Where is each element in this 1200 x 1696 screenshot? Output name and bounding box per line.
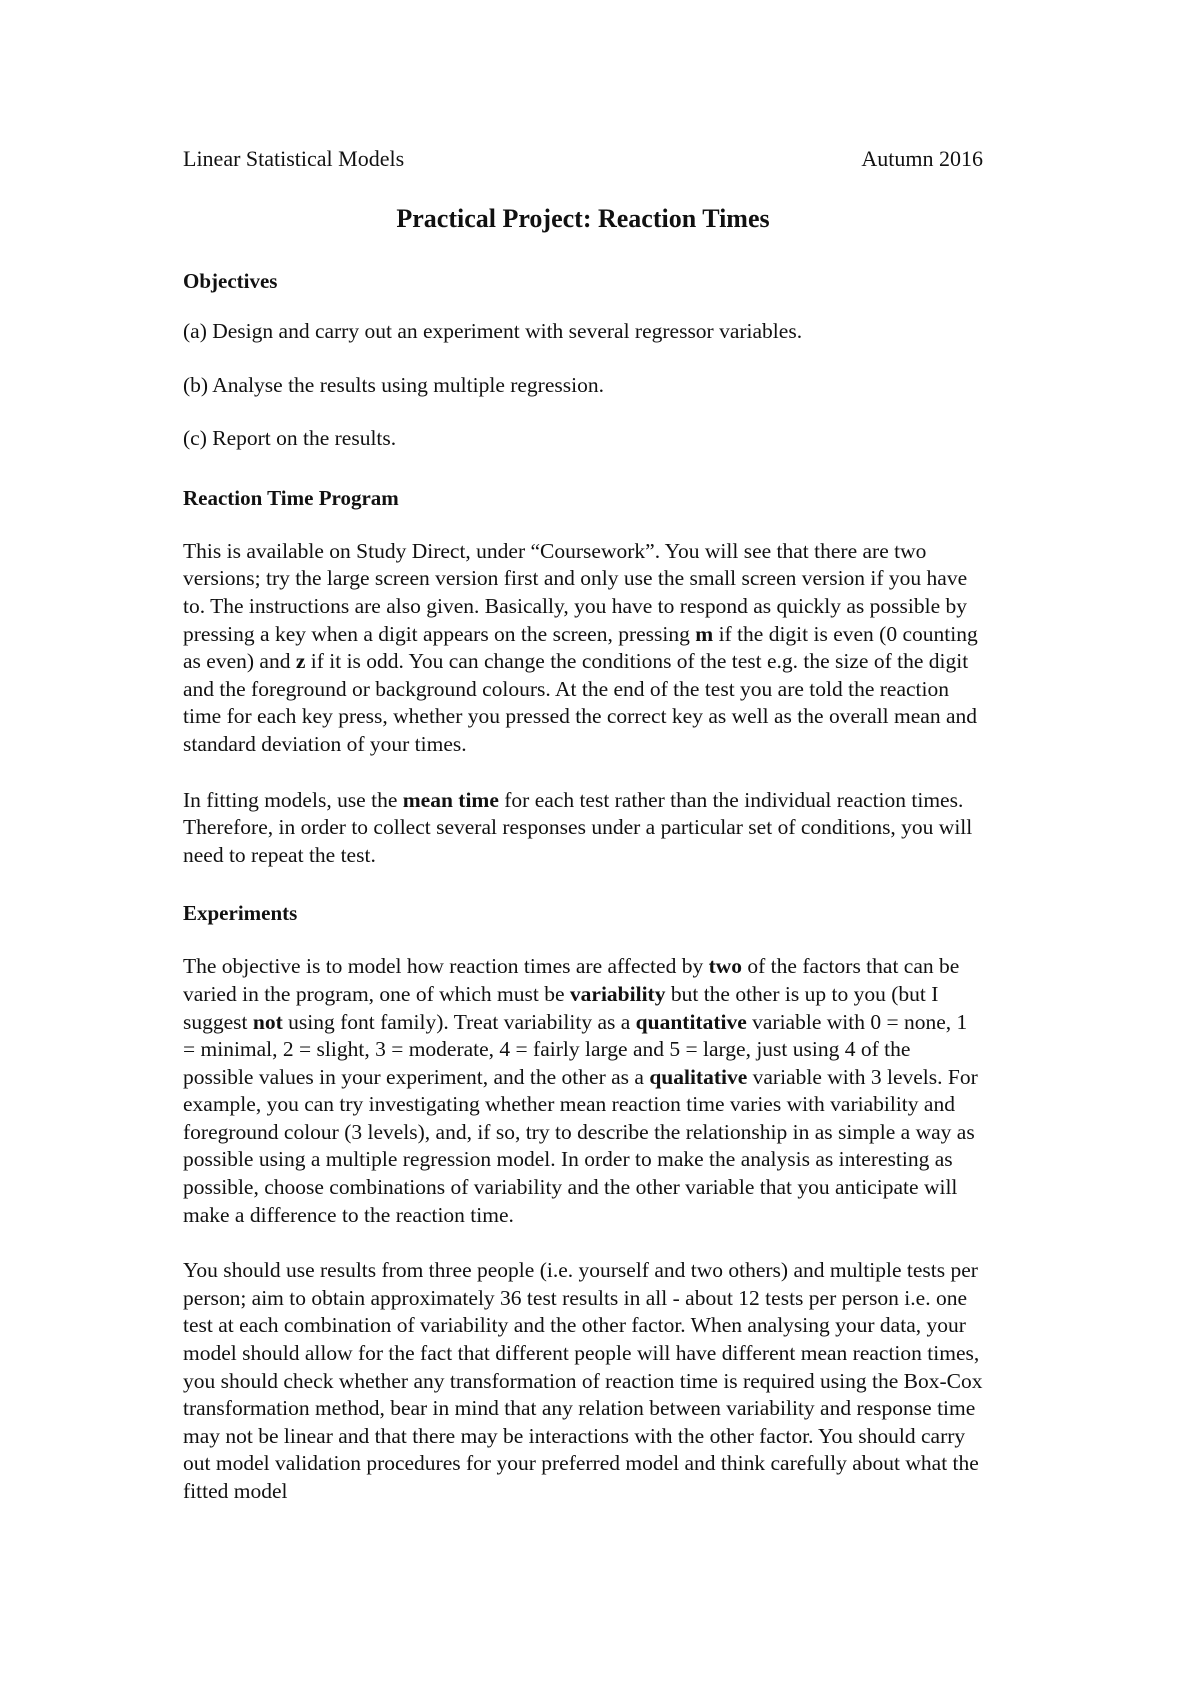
document-body [183,145,983,1506]
page-header [183,145,983,173]
emphasis-two: two [708,954,743,979]
text-run: The objective is to model how reaction times are affected by [183,954,709,979]
text-run: In fitting models, use the [183,787,403,812]
key-z: z [295,649,306,674]
objective-item: (c) Report on the results. [183,426,397,451]
objective-item: (b) Analyse the results using multiple regression. [183,372,604,397]
course-name: Linear Statistical Models [183,146,405,171]
objectives-heading: Objectives [183,269,278,293]
experiments-paragraph-2: You should use results from three people (i.e. yourself and two others) and multiple tests per person; aim to obtain approximately 36 test results in all - about 12 tests per person i.e. one test at each combination of variability and the other factor. When analysing your data, your model should allow for the fact that different people will have different mean reaction times, you should check whether any transformation of reaction time is required using the Box-Cox transformation method, bear in mind that any relation between variability and response time may not be linear and that there may be interactions with the other factor. You should carry out model validation procedures for your preferred model and think carefully about what the fitted model [183,1258,983,1503]
text-run: of the factors that can be varied in the program, one of which must be [183,954,960,1006]
program-paragraph-1 [183,538,983,759]
text-run: if it is odd. You can change the conditions of the test e.g. the size of the digit and the foreground or background colours. At the end of the test you are told the reaction time for each key press, whether you pressed the correct key as well as the overall mean and standard deviation of your times. [183,649,977,756]
experiments-paragraph-1 [183,953,983,1229]
program-heading: Reaction Time Program [183,485,399,510]
text-run: variable with 0 = none, 1 = minimal, 2 = slight, 3 = moderate, 4 = fairly large and 5 = large, just using 4 of the possible values in your experiment, and the other as a [183,1009,968,1089]
text-run: variable with 3 levels. For example, you can try investigating whether mean reaction time varies with variability and foreground colour (3 levels), and, if so, try to describe the relationship in as simple a way as possible using a multiple regression model. In order to make the analysis as interesting as possible, choose combinations of variability and the other variable that you anticipate will make a difference to the reaction time. [183,1064,978,1227]
program-paragraph-2 [183,787,983,870]
emphasis-mean-time: mean time [402,787,499,812]
document-title: Practical Project: Reaction Times [396,204,770,233]
objective-item: (a) Design and carry out an experiment with several regressor variables. [183,319,803,343]
key-m: m [695,621,714,646]
text-run: This is available on Study Direct, under “Coursework”. You will see that there are two versions; try the large screen version first and only use the small screen version if you have to. The instructions are also given. Basically, you have to respond as quickly as possible by pressing a key when a digit appears on the screen, pressing [183,538,968,646]
text-run: for each test rather than the individual reaction times. Therefore, in order to collect several responses under a particular set of conditions, you will need to repeat the test. [183,787,973,867]
experiments-heading: Experiments [183,901,298,926]
text-run: if the digit is even (0 counting as even) and [183,621,978,674]
text-run: but the other is up to you (but I suggest [183,981,939,1034]
emphasis-quantitative: quantitative [635,1009,747,1034]
emphasis-qualitative: qualitative [649,1064,748,1089]
emphasis-not: not [252,1009,283,1034]
emphasis-variability: variability [569,981,666,1006]
term-label: Autumn 2016 [861,146,983,171]
text-run: using font family). Treat variability as a [282,1009,636,1034]
